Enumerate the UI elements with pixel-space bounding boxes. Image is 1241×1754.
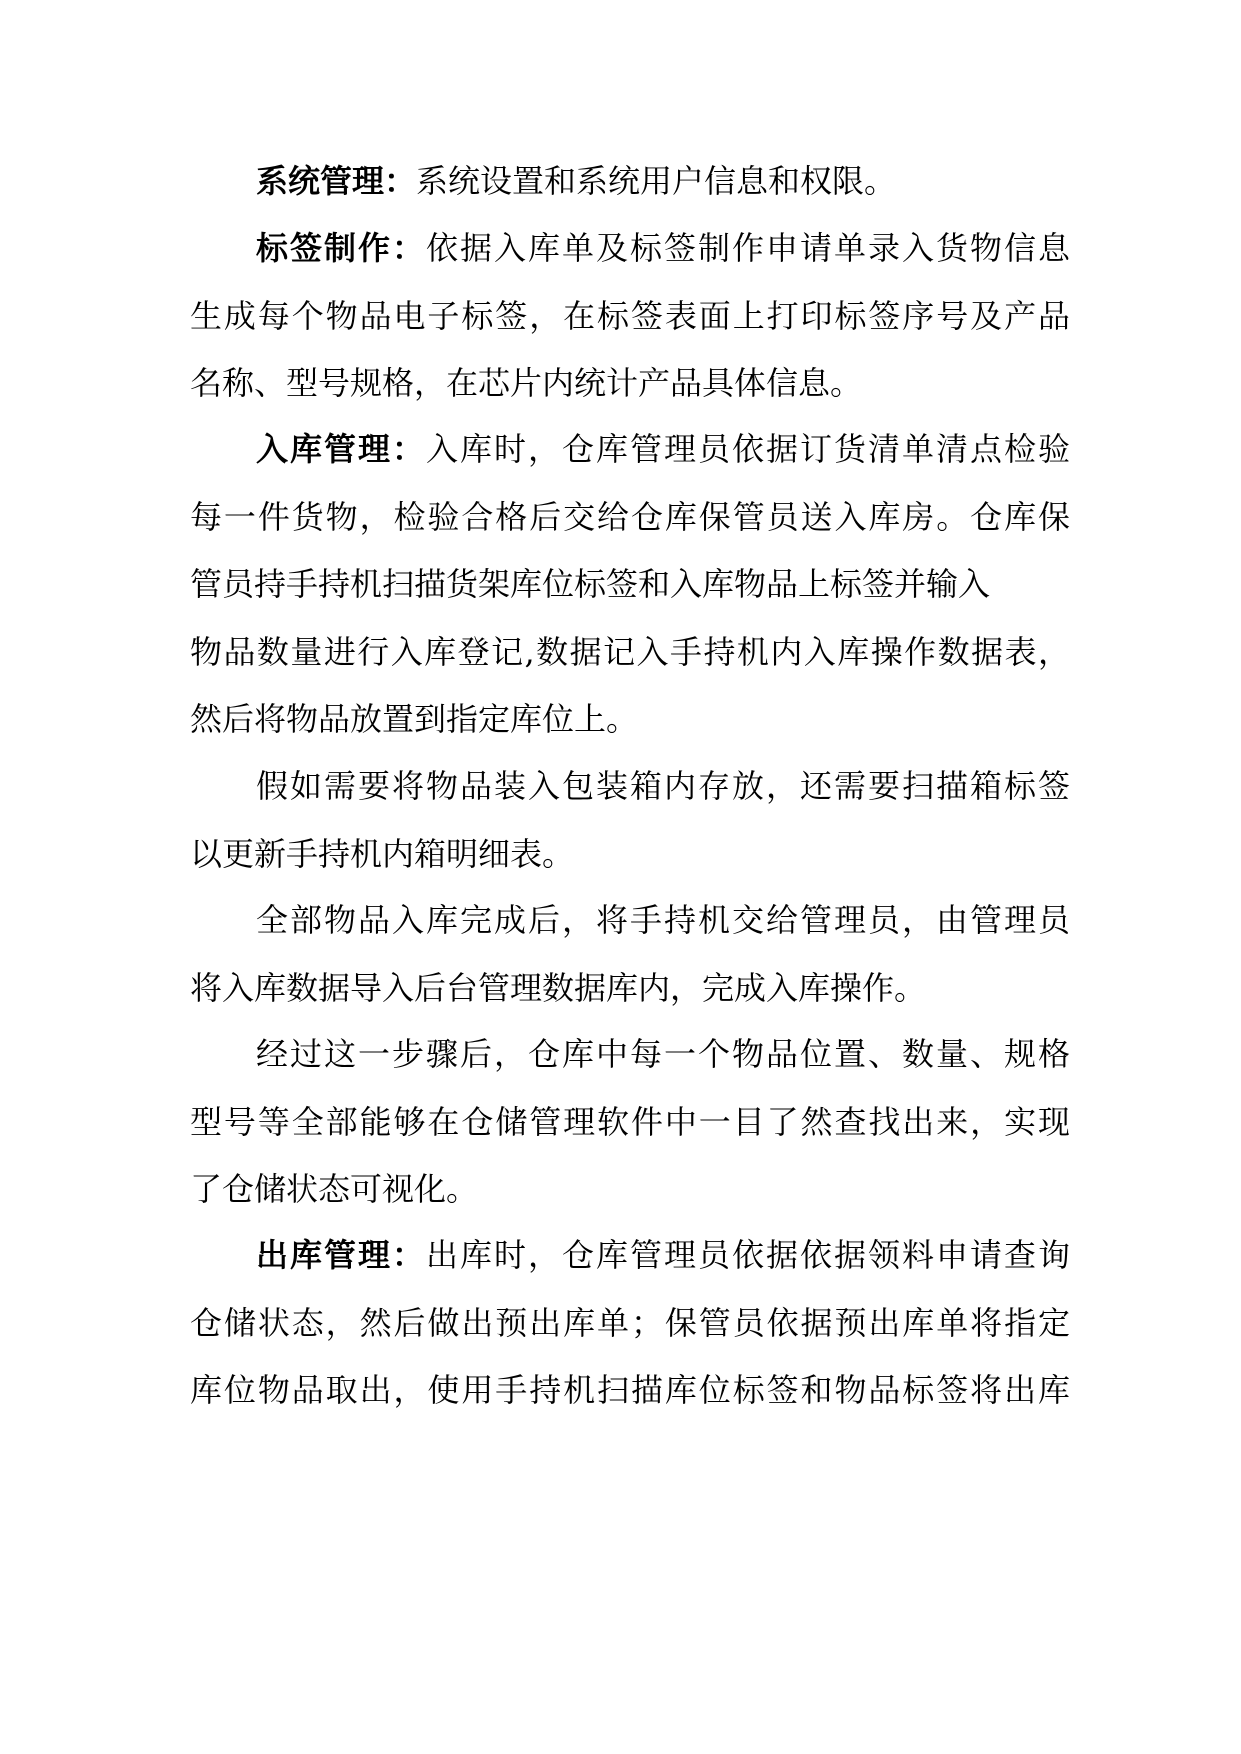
- paragraph-visualization: [190, 1021, 1070, 1224]
- paragraph-line: 全部物品入库完成后，将手持机交给管理员，由管理员: [256, 901, 1070, 939]
- paragraph-line: [190, 1222, 1070, 1290]
- paragraph-line: [190, 215, 1070, 283]
- paragraph-inbound-management: [190, 416, 1070, 754]
- paragraph-text: 出库时，仓库管理员依据依据领料申请查询: [426, 1236, 1070, 1274]
- paragraph-heading: 入库管理：: [256, 430, 426, 468]
- paragraph-line: [190, 416, 1070, 484]
- paragraph-label-making: [190, 215, 1070, 418]
- paragraph-line: 以更新手持机内箱明细表。: [190, 834, 575, 873]
- paragraph-outbound-management: [190, 1222, 1070, 1425]
- paragraph-line: 管员持手持机扫描货架库位标签和入库物品上标签并输入: [190, 565, 991, 603]
- paragraph-line: 然后将物品放置到指定库位上。: [190, 700, 639, 738]
- paragraph-heading: 出库管理：: [256, 1236, 426, 1274]
- paragraph-line: 库位物品取出，使用手持机扫描库位标签和物品标签将出库: [190, 1371, 1070, 1409]
- paragraph-line: 名称、型号规格，在芯片内统计产品具体信息。: [190, 364, 863, 402]
- paragraph-heading: 标签制作：: [256, 229, 426, 267]
- paragraph-line: 型号等全部能够在仓储管理软件中一目了然查找出来，实现: [190, 1102, 1070, 1141]
- paragraph-line: 每一件货物，检验合格后交给仓库保管员送入库房。仓库保: [190, 497, 1070, 536]
- paragraph-line: 经过这一步骤后，仓库中每一个物品位置、数量、规格: [256, 1035, 1070, 1073]
- paragraph-line: 仓储状态，然后做出预出库单；保管员依据预出库单将指定: [190, 1303, 1070, 1342]
- paragraph-heading: 系统管理：: [256, 162, 417, 200]
- paragraph-system-management: [190, 148, 1070, 216]
- paragraph-inbound-complete: [190, 887, 1070, 1022]
- paragraph-text: 入库时，仓库管理员依据订货清单清点检验: [426, 430, 1070, 468]
- paragraph-text: 依据入库单及标签制作申请单录入货物信息: [426, 229, 1070, 267]
- paragraph-line: 生成每个物品电子标签，在标签表面上打印标签序号及产品: [190, 296, 1070, 335]
- paragraph-line: 物品数量进行入库登记,数据记入手持机内入库操作数据表，: [190, 632, 1070, 671]
- paragraph-line: 将入库数据导入后台管理数据库内，完成入库操作。: [190, 968, 927, 1007]
- paragraph-line: 了仓储状态可视化。: [190, 1170, 479, 1208]
- paragraph-line: [190, 148, 1070, 216]
- paragraph-packing-box: [190, 753, 1070, 888]
- paragraph-line: 假如需要将物品装入包装箱内存放，还需要扫描箱标签: [256, 767, 1070, 805]
- paragraph-text: 系统设置和系统用户信息和权限。: [416, 162, 897, 200]
